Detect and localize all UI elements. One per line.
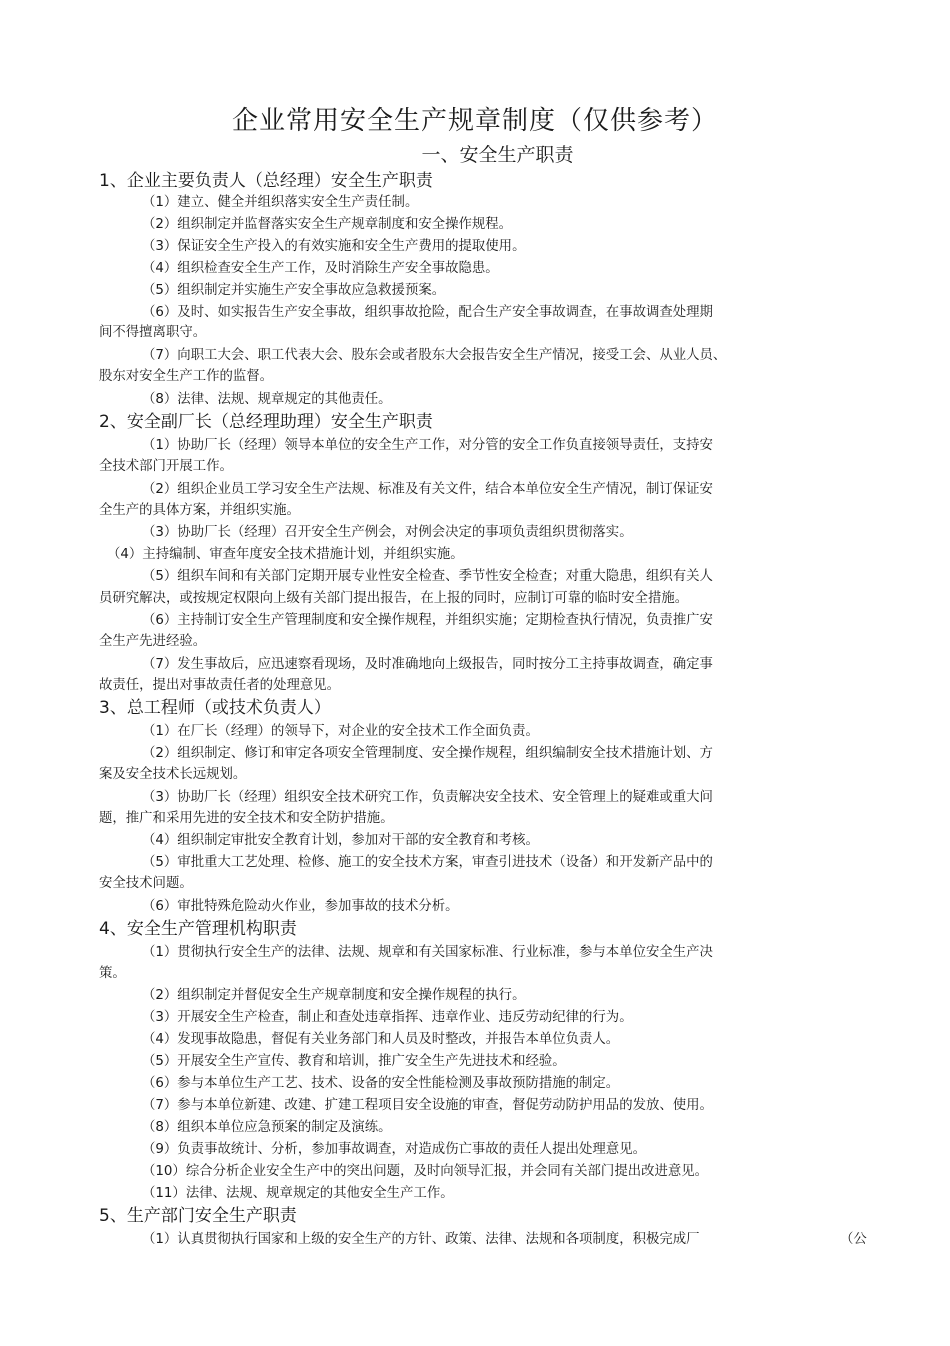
- paragraph-line: 策。: [99, 966, 126, 981]
- paragraph-line: （7）发生事故后，应迅速察看现场，及时准确地向上级报告，同时按分工主持事故调查，确定事: [142, 657, 713, 672]
- paragraph-line: （8）法律、法规、规章规定的其他责任。: [142, 392, 392, 407]
- paragraph-line: （3）保证安全生产投入的有效实施和安全生产费用的提取使用。: [142, 239, 526, 254]
- paragraph-line: （2）组织制定并督促安全生产规章制度和安全操作规程的执行。: [142, 988, 526, 1003]
- paragraph-line: 故责任，提出对事故责任者的处理意见。: [99, 678, 341, 693]
- paragraph-line: （1）在厂长（经理）的领导下，对企业的安全技术工作全面负责。: [142, 724, 539, 739]
- paragraph-line: （3）开展安全生产检查，制止和查处违章指挥、违章作业、违反劳动纪律的行为。: [142, 1010, 633, 1025]
- paragraph-line: （5）组织制定并实施生产安全事故应急救援预案。: [142, 283, 446, 298]
- paragraph-line: （7）向职工大会、职工代表大会、股东会或者股东大会报告安全生产情况，接受工会、从业人员、: [142, 348, 727, 363]
- paragraph-line: （6）参与本单位生产工艺、技术、设备的安全性能检测及事故预防措施的制定。: [142, 1076, 620, 1091]
- paragraph-line: （7）参与本单位新建、改建、扩建工程项目安全设施的审查，督促劳动防护用品的发放、使用。: [142, 1098, 713, 1113]
- paragraph-line: （10）综合分析企业安全生产中的突出问题，及时向领导汇报，并会同有关部门提出改进意见。: [142, 1164, 709, 1179]
- paragraph-line: （9）负责事故统计、分析，参加事故调查，对造成伤亡事故的责任人提出处理意见。: [142, 1142, 646, 1157]
- paragraph-line: （5）组织车间和有关部门定期开展专业性安全检查、季节性安全检查；对重大隐患，组织有关人: [142, 569, 713, 584]
- paragraph-line: （2）组织制定并监督落实安全生产规章制度和安全操作规程。: [142, 217, 513, 232]
- document-title: 企业常用安全生产规章制度（仅供参考）: [231, 106, 718, 136]
- paragraph-line: （1）认真贯彻执行国家和上级的安全生产的方针、政策、法律、法规和各项制度，积极完成厂: [142, 1232, 700, 1247]
- paragraph-line: （6）审批特殊危险动火作业，参加事故的技术分析。: [142, 899, 459, 914]
- paragraph-line: 题，推广和采用先进的安全技术和安全防护措施。: [99, 811, 394, 826]
- paragraph-line: 安全技术问题。: [99, 876, 193, 891]
- paragraph-line: （4）主持编制、审查年度安全技术措施计划，并组织实施。: [107, 547, 464, 562]
- paragraph-line: （1）贯彻执行安全生产的法律、法规、规章和有关国家标准、行业标准，参与本单位安全生产决: [142, 945, 713, 960]
- paragraph-line: （3）协助厂长（经理）组织安全技术研究工作，负责解决安全技术、安全管理上的疑难或重大问: [142, 790, 713, 805]
- paragraph-line: （4）组织检查安全生产工作，及时消除生产安全事故隐患。: [142, 261, 499, 276]
- paragraph-line: （4）组织制定审批安全教育计划，参加对干部的安全教育和考核。: [142, 833, 539, 848]
- paragraph-line: （1）协助厂长（经理）领导本单位的安全生产工作，对分管的安全工作负直接领导责任，支持安: [142, 438, 713, 453]
- subsection-heading: 4、安全生产管理机构职责: [99, 919, 297, 939]
- subsection-heading: 1、企业主要负责人（总经理）安全生产职责: [99, 171, 433, 191]
- paragraph-line: （11）法律、法规、规章规定的其他安全生产工作。: [142, 1186, 454, 1201]
- paragraph-line: （6）主持制订安全生产管理制度和安全操作规程，并组织实施；定期检查执行情况，负责推广安: [142, 613, 713, 628]
- subsection-heading: 3、总工程师（或技术负责人）: [99, 698, 331, 718]
- paragraph-line: （5）审批重大工艺处理、检修、施工的安全技术方案，审查引进技术（设备）和开发新产品中的: [142, 855, 713, 870]
- trailing-fragment: （公: [840, 1232, 867, 1247]
- paragraph-line: 员研究解决，或按规定权限向上级有关部门提出报告，在上报的同时，应制订可靠的临时安全措施。: [99, 591, 689, 606]
- paragraph-line: （1）建立、健全并组织落实安全生产责任制。: [142, 195, 419, 210]
- paragraph-line: 股东对安全生产工作的监督。: [99, 369, 274, 384]
- paragraph-line: 间不得擅离职守。: [99, 325, 207, 340]
- paragraph-line: 案及安全技术长远规划。: [99, 767, 247, 782]
- paragraph-line: （5）开展安全生产宣传、教育和培训，推广安全生产先进技术和经验。: [142, 1054, 566, 1069]
- paragraph-line: 全生产的具体方案，并组织实施。: [99, 503, 300, 518]
- paragraph-line: （2）组织制定、修订和审定各项安全管理制度、安全操作规程，组织编制安全技术措施计划、方: [142, 746, 713, 761]
- paragraph-line: （3）协助厂长（经理）召开安全生产例会，对例会决定的事项负责组织贯彻落实。: [142, 525, 633, 540]
- paragraph-line: （4）发现事故隐患，督促有关业务部门和人员及时整改，并报告本单位负责人。: [142, 1032, 620, 1047]
- paragraph-line: 全技术部门开展工作。: [99, 459, 233, 474]
- subsection-heading: 5、生产部门安全生产职责: [99, 1206, 297, 1226]
- subsection-heading: 2、安全副厂长（总经理助理）安全生产职责: [99, 412, 433, 432]
- paragraph-line: 全生产先进经验。: [99, 634, 207, 649]
- paragraph-line: （8）组织本单位应急预案的制定及演练。: [142, 1120, 392, 1135]
- paragraph-line: （6）及时、如实报告生产安全事故，组织事故抢险，配合生产安全事故调查，在事故调查处理期: [142, 305, 713, 320]
- section-heading: 一、安全生产职责: [421, 144, 574, 166]
- paragraph-line: （2）组织企业员工学习安全生产法规、标准及有关文件，结合本单位安全生产情况，制订保证安: [142, 482, 713, 497]
